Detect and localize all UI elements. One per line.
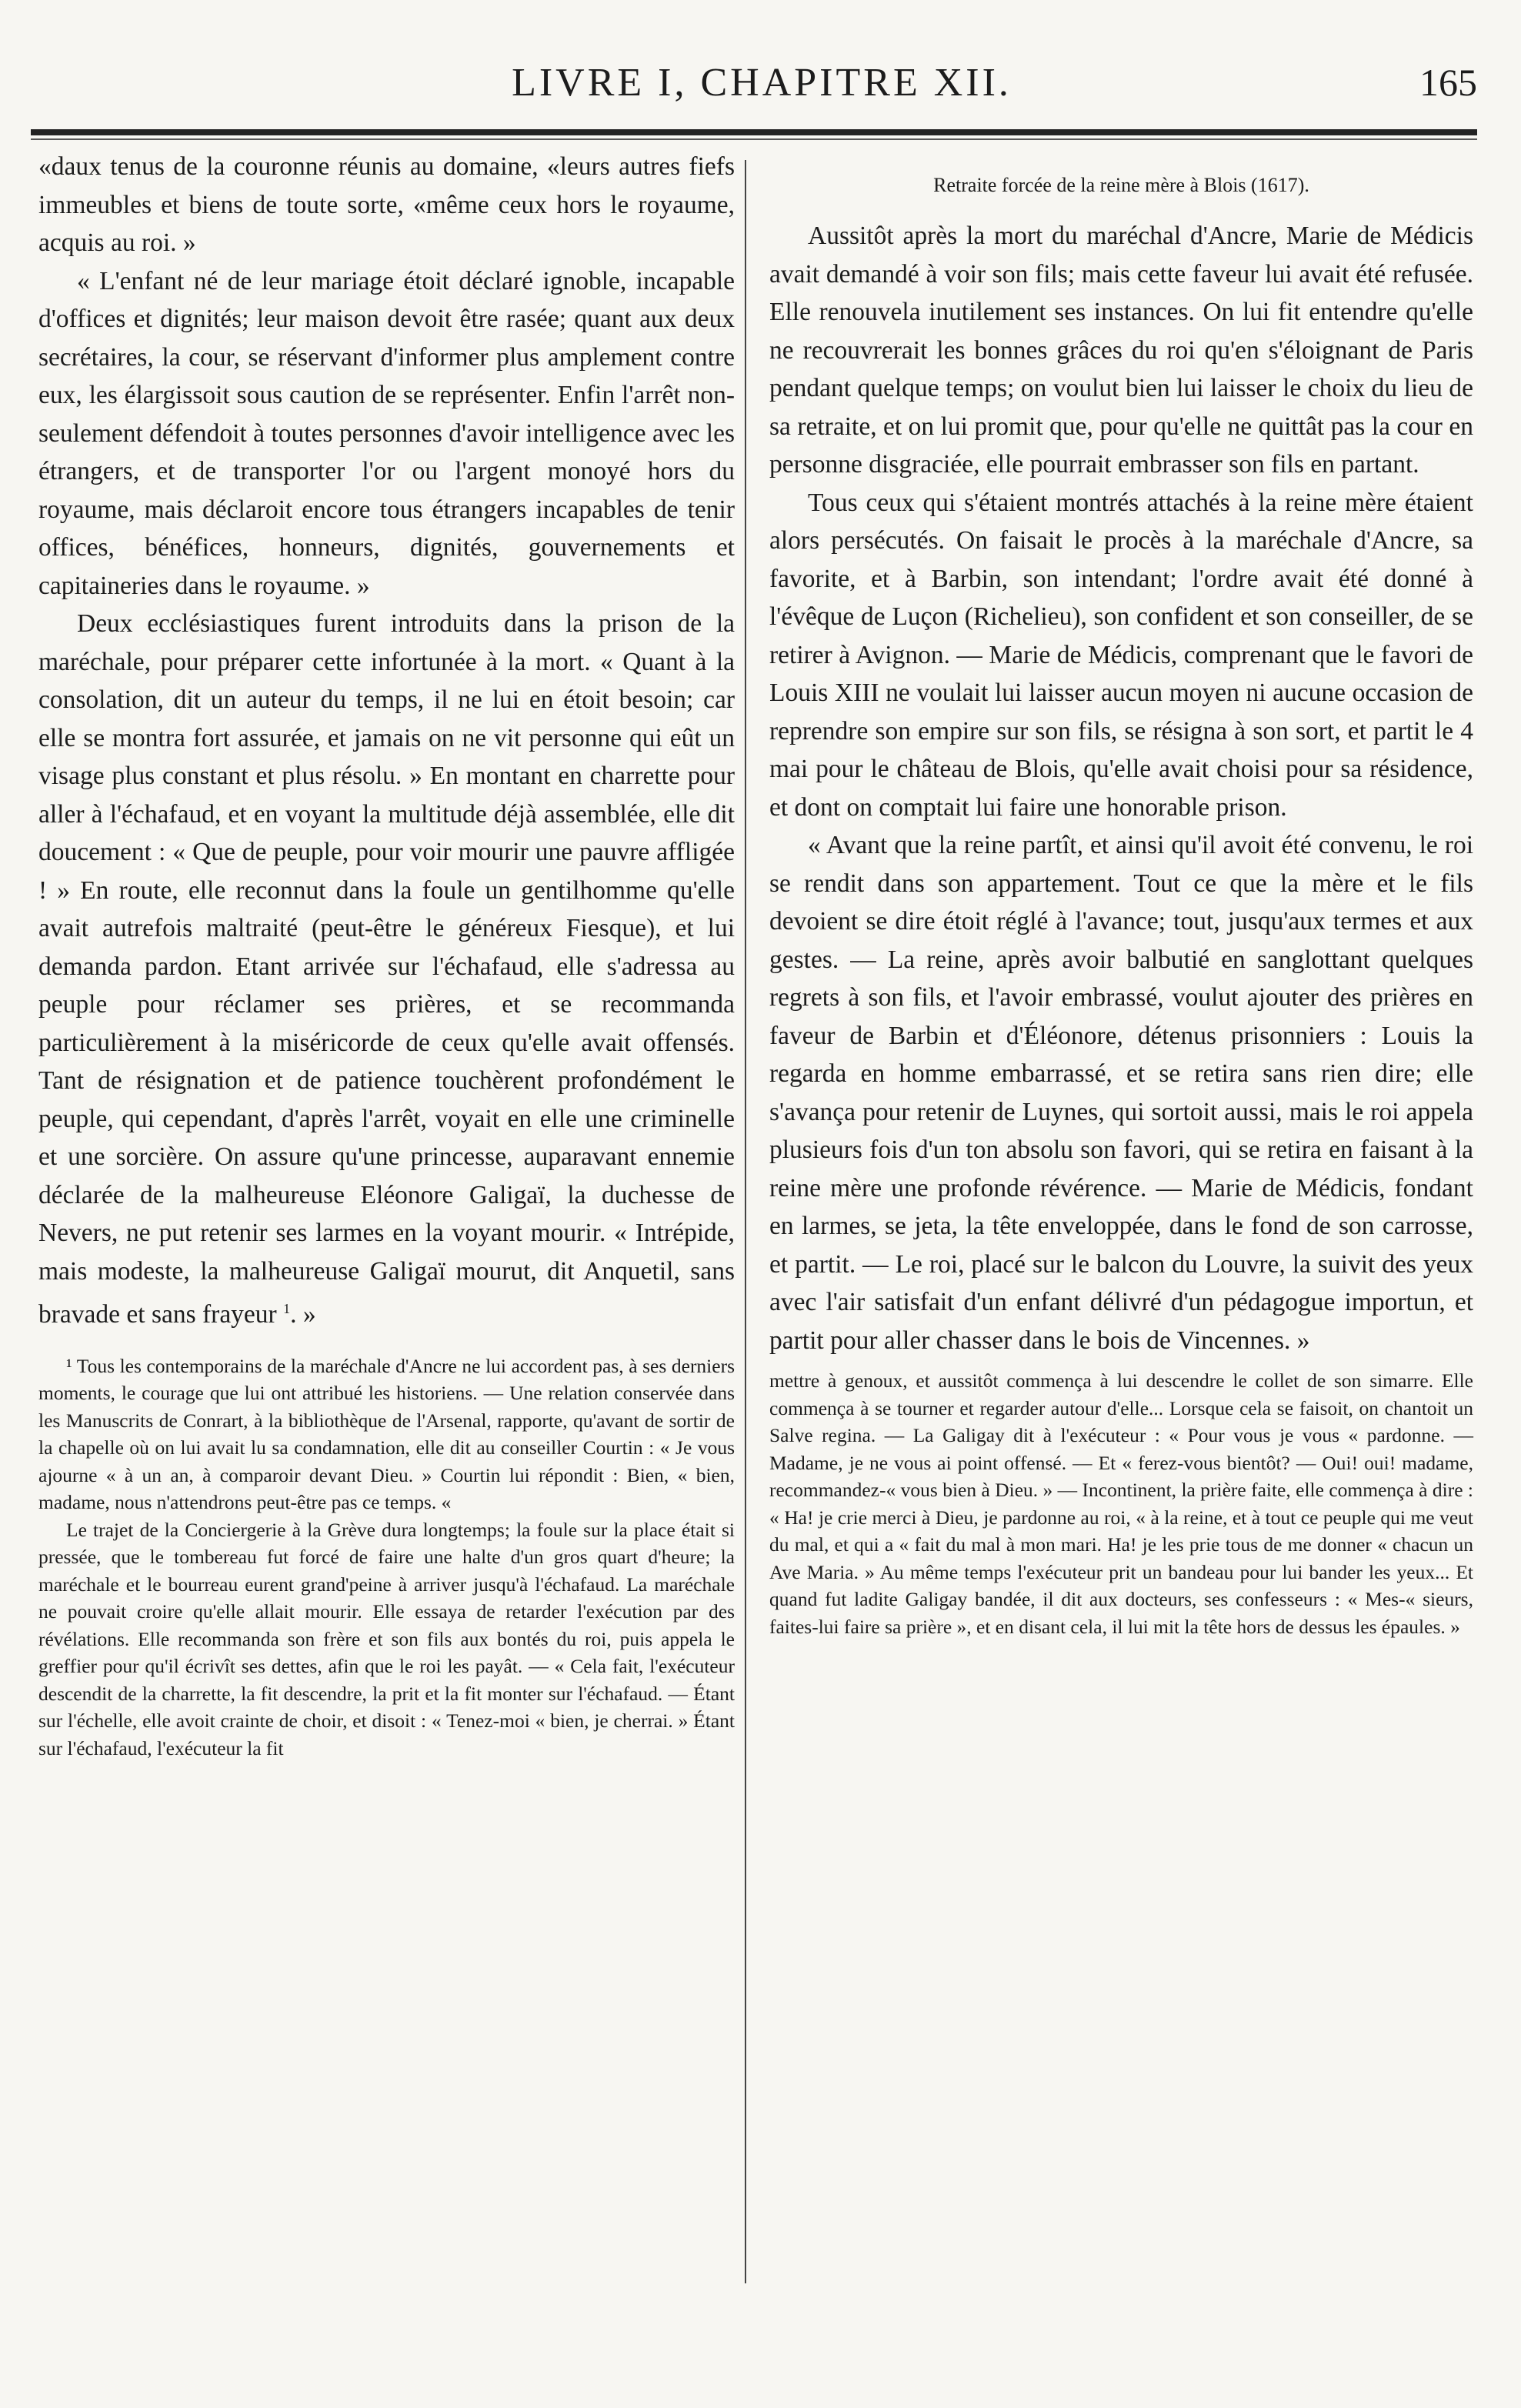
footnote-continuation xyxy=(769,1367,1473,1640)
footnote-marker: 1 xyxy=(283,1301,291,1316)
paragraph-text: Deux ecclésiastiques furent introduits dans la prison de la maréchale, pour préparer cette infortunée à la mort. « Quant à la consolation, dit un auteur du temps, il ne lui en étoit besoin; car elle se montra fort assurée, et jamais on ne vit personne qui eût un visage plus constant et plus résolu. » En montant en charrette pour aller à l'échafaud, et en voyant la multitude déjà assemblée, elle dit doucement : « Que de peuple, pour voir mourir une pauvre affligée ! » En route, elle reconnut dans la foule un gentilhomme qu'elle avait autrefois maltraité (peut-être le généreux Fiesque), et lui demanda pardon. Etant arrivée sur l'échafaud, elle s'adressa au peuple pour réclamer ses prières, et se recommanda particulièrement à la miséricorde de ceux qu'elle avait offensés. Tant de résignation et de patience touchèrent profondément le peuple, qui cependant, d'après l'arrêt, voyait en elle une criminelle et une sorcière. On assure qu'une princesse, auparavant ennemie déclarée de la malheureuse Eléonore Galigaï, la duchesse de Nevers, ne put retenir ses larmes en la voyant mourir. « Intrépide, mais modeste, la malheureuse Galigaï mourut, dit Anquetil, sans bravade et sans frayeur xyxy=(38,609,735,1329)
paragraph: Aussitôt après la mort du maréchal d'Ancre, Marie de Médicis avait demandé à voir son fils; mais cette faveur lui avait été refusée. Elle renouvela inutilement ses instances. On lui fit entendre qu'elle ne recouvrerait les bonnes grâces du roi qu'en s'éloignant de Paris pendant quelque temps; on voulut bien lui laisser le choix du lieu de sa retraite, et on lui promit que, pour qu'elle ne quittât pas la cour en personne disgraciée, elle pourrait embrasser son fils en partant. xyxy=(769,222,1473,479)
paragraph: «daux tenus de la couronne réunis au domaine, «leurs autres fiefs immeubles et biens de toute sorte, «même ceux hors le royaume, acquis au roi. » xyxy=(38,152,735,257)
footnote: ¹ Tous les contemporains de la maréchale d'Ancre ne lui accordent pas, à ses derniers moments, le courage que lui ont attribué les historiens. — Une relation conservée dans les Manuscrits de Conrart, à la bibliothèque de l'Arsenal, rapporte, qu'avant de sortir de la chapelle où on lui avait lu sa condamnation, elle dit au conseiller Courtin : « Je vous ajourne « à un an, à comparoir devant Dieu. » Courtin lui répondit : Bien, « bien, madame, nous n'attendrons peut-être pas ce temps. « xyxy=(38,1354,735,1514)
header-rule-thin xyxy=(31,138,1477,140)
running-title: LIVRE I, CHAPITRE XII. xyxy=(512,61,1012,105)
footnote: Le trajet de la Conciergerie à la Grève dura longtemps; la foule sur la place était si pressée, que le tombereau fut forcé de faire une halte d'un gros quart d'heure; la maréchale et le bourreau eurent grand'peine à arriver jusqu'à l'échafaud. La maréchale ne pouvait croire qu'elle allait mourir. Elle essaya de retarder l'exécution par des révélations. Elle recommanda son frère et son fils aux bontés du roi, puis appela le greffier pour qu'il écrivît ses dettes, afin que le roi les payât. — « Cela fait, l'exécuteur descendit de la charrette, la fit descendre, la prit et la fit monter sur l'échafaud. — Étant sur l'échelle, elle avoit crainte de choir, et disoit : « Tenez-moi « bien, je cherrai. » Étant sur l'échafaud, l'exécuteur la fit xyxy=(38,1518,735,1759)
paragraph: Tous ceux qui s'étaient montrés attachés à la reine mère étaient alors persécutés. On faisait le procès à la maréchale d'Ancre, sa favorite, et à Barbin, son intendant; l'ordre avait été donné à l'évêque de Luçon (Richelieu), son confident et son conseiller, de se retirer à Avignon. — Marie de Médicis, comprenant que le favori de Louis XIII ne voulait lui laisser aucun moyen ni aucune occasion de reprendre son empire sur son fils, se résigna à son sort, et partit le 4 mai pour le château de Blois, qu'elle avait choisi pour sa résidence, et dont on comptait lui faire une honorable prison. xyxy=(769,488,1473,822)
right-main-text xyxy=(769,217,1473,1359)
page-number: 165 xyxy=(1419,61,1477,104)
page-header xyxy=(46,60,1477,122)
header-rule xyxy=(31,129,1477,135)
left-main-text xyxy=(38,148,735,1334)
left-column xyxy=(38,148,735,1762)
paragraph xyxy=(38,605,735,1334)
paragraph-end: . » xyxy=(290,1300,316,1329)
column-divider xyxy=(745,160,746,2283)
footnotes xyxy=(38,1352,735,1763)
paragraph: « L'enfant né de leur mariage étoit déclaré ignoble, incapable d'offices et dignités; leur maison devoit être rasée; quant aux deux secrétaires, la cour, se réservant d'informer plus amplement contre eux, les élargissoit sous caution de se représenter. Enfin l'arrêt non-seulement défendoit à toutes personnes d'avoir intelligence avec les étrangers, et de transporter l'or ou l'argent monoyé hors du royaume, mais déclaroit encore tous étrangers incapables de tenir offices, bénéfices, honneurs, dignités, gouvernements et capitaineries dans le royaume. » xyxy=(38,266,735,600)
section-caption: Retraite forcée de la reine mère à Blois (1617). xyxy=(933,174,1309,196)
right-column xyxy=(769,148,1473,1640)
footnote: mettre à genoux, et aussitôt commença à lui descendre le collet de son simarre. Elle commença à se tourner et regarder autour d'elle... Lorsque cela se faisoit, on chantoit un Salve regina. — La Galigay dit à l'exécuteur : « Pour vous je vous « pardonne. — Madame, je ne vous ai point offensé. — Et « ferez-vous bientôt? — Oui! oui! madame, recommandez-« vous bien à Dieu. » — Incontinent, la prière faite, elle commença à dire : « Ha! je crie merci à Dieu, je pardonne au roi, « à la reine, et à tout ce peuple qui me veut du mal, et qui a « fait du mal à mon mari. Ha! je les prie tous de me donner « chacun un Ave Maria. » Au même temps l'exécuteur prit un bandeau pour lui bander les yeux... Et quand fut ladite Galigay bandée, il dit aux docteurs, ses confesseurs : « Mes-« sieurs, faites-lui faire sa prière », et en disant cela, il lui mit la tête hors de dessus les épaules. » xyxy=(769,1369,1473,1638)
paragraph: « Avant que la reine partît, et ainsi qu'il avoit été convenu, le roi se rendit dans son appartement. Tout ce que la mère et le fils devoient se dire étoit réglé à l'avance; tout, jusqu'aux termes et aux gestes. — La reine, après avoir balbutié en sanglottant quelques regrets à son fils, et l'avoir embrassé, voulut ajouter des prières en faveur de Barbin et d'Éléonore, détenus prisonniers : Louis la regarda en homme embarrassé, et se retira sans rien dire; elle s'avança pour retenir de Luynes, qui sortoit aussi, mais le roi appela plusieurs fois d'un ton absolu son favori, qui se retira en faisant à la reine mère une profonde révérence. — Marie de Médicis, fondant en larmes, se jeta, la tête enveloppée, dans le fond de son carrosse, et partit. — Le roi, placé sur le balcon du Louvre, la suivit des yeux avec l'air satisfait d'un enfant délivré d'un pédagogue importun, et partit pour aller chasser dans le bois de Vincennes. » xyxy=(769,831,1473,1355)
